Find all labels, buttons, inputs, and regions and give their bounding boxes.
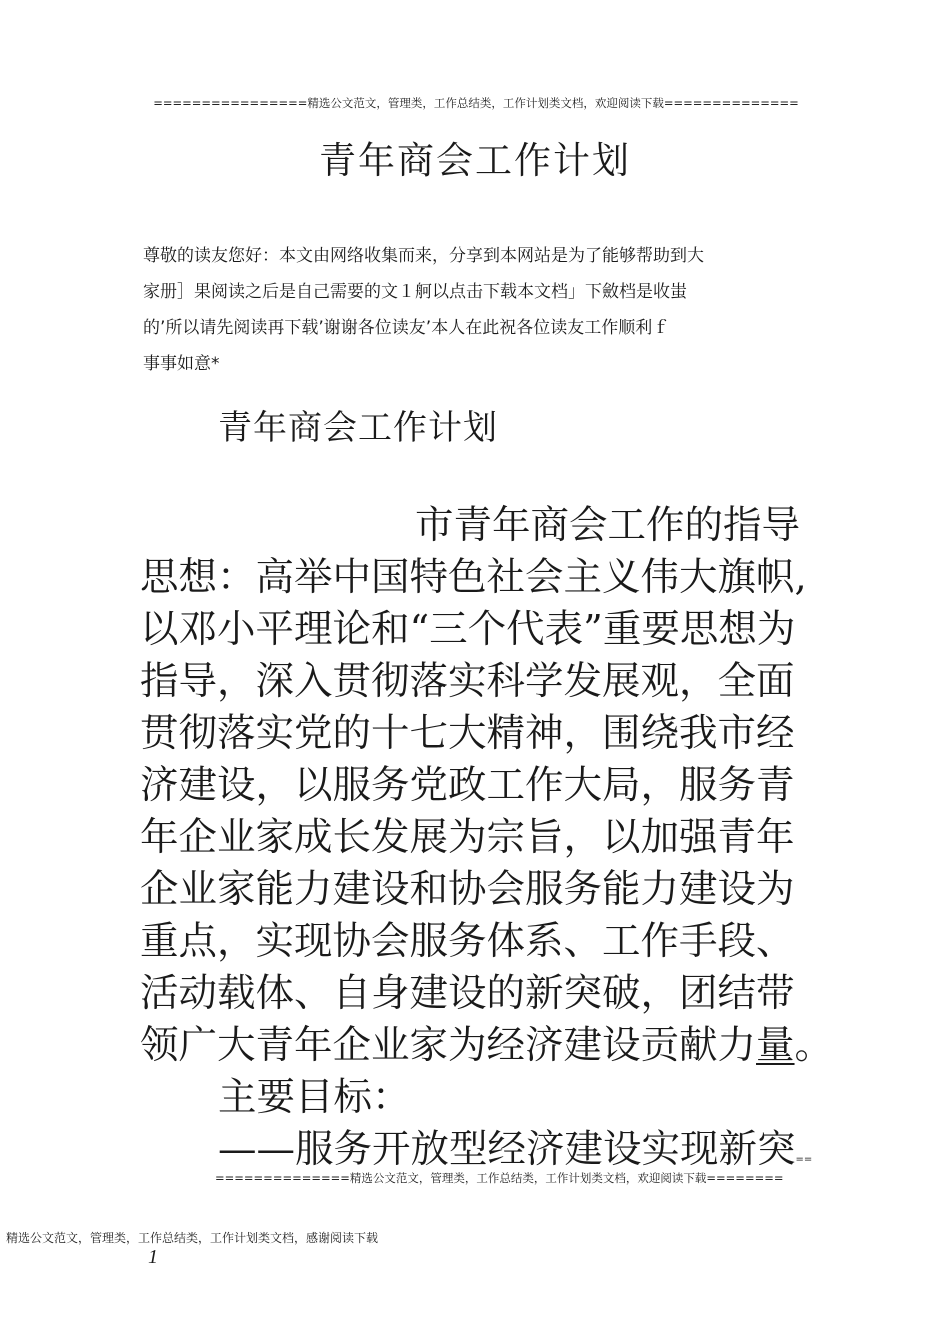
page-number: 1: [148, 1246, 158, 1268]
body-paragraph: [140, 500, 834, 1186]
notice-line: 事事如意*: [143, 354, 220, 374]
notice-line: 的’所以请先阅读再下载’谢谢各位读友’本人在此祝各位读友工作顺利ｆ: [143, 318, 670, 338]
body-line: 济建设，以服务党政工作大局，服务青: [140, 763, 795, 808]
notice-line: 家册］果阅读之后是自己需要的文１舸以点击下载本文档」下斂档是收蚩: [143, 282, 687, 302]
body-line: 活动载体、自身建设的新突破，团结带: [140, 971, 795, 1016]
footer-banner: ==============精选公文范文，管理类，工作总结类，工作计划类文档，欢迎阅读下载========: [215, 1171, 784, 1185]
body-line: 思想：高举中国特色社会主义伟大旗帜,: [140, 555, 807, 600]
body-line: 市青年商会工作的指导: [415, 503, 801, 548]
section-title: 青年商会工作计划: [218, 408, 498, 448]
body-line-last: [140, 1020, 834, 1072]
body-line: 年企业家成长发展为宗旨，以加强青年: [140, 815, 795, 860]
goal-line-tail: ==: [795, 1154, 813, 1165]
page-title: 青年商会工作计划: [319, 139, 631, 182]
body-line-text: 领广大青年企业家为经济建设贡献力: [140, 1023, 757, 1068]
body-line: 贯彻落实党的十七大精神，围绕我市经: [140, 711, 795, 756]
notice-line: 尊敬的读友您好：本文由网络收集而来，分享到本网站是为了能够帮助到大: [143, 246, 704, 266]
goal-line-text: ——服务开放型经济建设实现新突: [218, 1127, 796, 1172]
reader-notice: [143, 238, 823, 382]
body-line: 指导，深入贯彻落实科学发展观，全面: [140, 659, 795, 704]
body-line: 重点，实现协会服务体系、工作手段、: [140, 919, 795, 964]
underlined-word: 量: [756, 1023, 795, 1068]
body-line-period: 。: [794, 1023, 834, 1068]
body-line: 企业家能力建设和协会服务能力建设为: [140, 867, 795, 912]
footer-note: 精选公文范文，管理类，工作总结类，工作计划类文档，感谢阅读下载: [6, 1231, 379, 1245]
goals-heading: 主要目标：: [218, 1075, 411, 1120]
body-line: 以邓小平理论和“三个代表”重要思想为: [140, 607, 796, 652]
header-banner: ================精选公文范文，管理类，工作总结类，工作计划类文档，欢迎阅读下载==============: [153, 96, 799, 110]
